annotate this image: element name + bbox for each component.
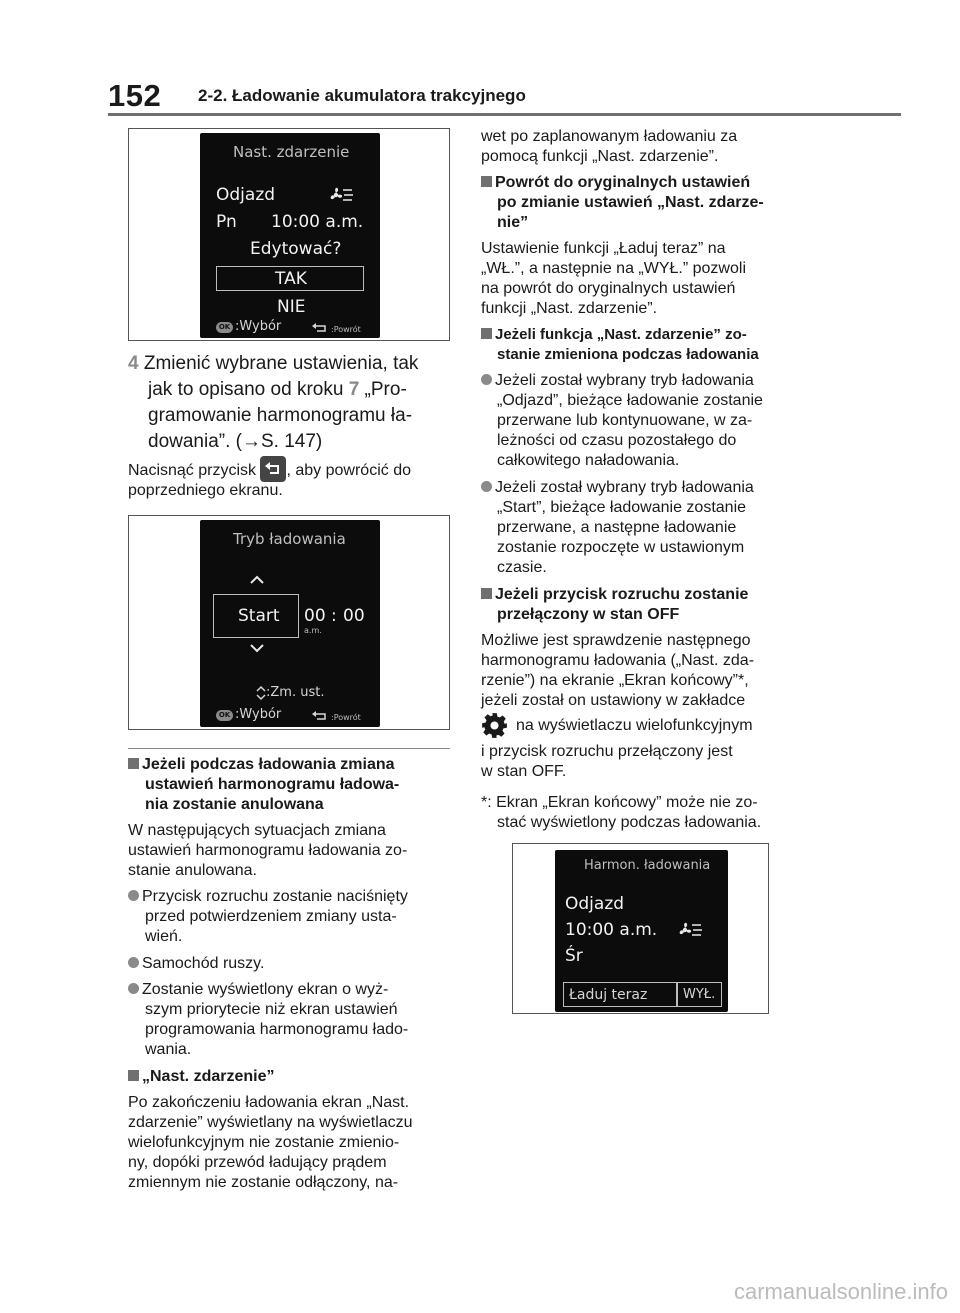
bullet-item: Samochód ruszy. — [128, 954, 264, 974]
mode-selector[interactable] — [213, 594, 299, 638]
paragraph-line: ny, dopóki przewód ładujący prądem — [128, 1154, 387, 1171]
chevron-down-icon — [250, 644, 264, 653]
charge-now-state[interactable] — [677, 982, 722, 1007]
bullet-item: Przycisk rozruchu zostanie naciśnięty — [128, 887, 408, 907]
bullet-line: wień. — [145, 928, 183, 945]
day-label: Śr — [565, 946, 583, 966]
step-4-line2: jak to opisano od kroku 7 „Pro- — [148, 379, 407, 400]
screen-figure-charge-schedule — [512, 843, 769, 1014]
paragraph-line: wielofunkcyjnym nie zostanie zmienio- — [128, 1134, 400, 1151]
paragraph-line: funkcji „Nast. zdarzenie”. — [481, 300, 658, 317]
select-hint: :Wybór — [235, 319, 282, 334]
heading-start-button-off: Jeżeli przycisk rozruchu zostanie — [481, 585, 748, 605]
bullet-line: czasie. — [497, 559, 547, 576]
time-label: 10:00 a.m. — [565, 920, 658, 940]
select-hint: :Wybór — [235, 707, 282, 722]
back-button-icon — [260, 456, 286, 482]
departure-label: Odjazd — [216, 185, 276, 205]
ok-icon: OK — [216, 710, 233, 721]
charge-now-label: Ładuj teraz — [569, 987, 648, 1003]
option-yes[interactable] — [216, 266, 364, 291]
back-icon — [311, 710, 329, 722]
paragraph-line: stanie anulowana. — [128, 862, 257, 879]
minutes-value: 00 — [343, 606, 365, 626]
paragraph-line: na wyświetlaczu wielofunkcyjnym — [516, 717, 753, 734]
day-label: Pn — [216, 212, 237, 232]
gear-icon — [481, 712, 508, 739]
section-title: 2-2. Ładowanie akumulatora trakcyjnego — [198, 86, 526, 105]
step-4-line1: 4 Zmienić wybrane ustawienia, tak — [128, 353, 419, 374]
departure-label: Odjazd — [565, 894, 625, 914]
paragraph-line: Ustawienie funkcji „Ładuj teraz” na — [481, 240, 726, 257]
back-hint: :Powrót — [331, 325, 361, 334]
paragraph-line: „WŁ.”, a następnie na „WYŁ.” pozwoli — [481, 260, 746, 277]
paragraph-line: W następujących sytuacjach zmiana — [128, 822, 386, 839]
heading-restore-settings: Powrót do oryginalnych ustawień — [481, 173, 750, 193]
bullet-line: leżności od czasu pozostałego do — [497, 432, 737, 449]
bullet-line: zostanie rozpoczęte w ustawionym — [497, 539, 745, 556]
round-bullet-icon — [128, 890, 139, 901]
bullet-line: szym priorytecie niż ekran ustawień — [145, 1001, 398, 1018]
bullet-line: „Odjazd”, bieżące ładowanie zostanie — [497, 392, 763, 409]
header-rule — [108, 113, 901, 116]
round-bullet-icon — [128, 983, 139, 994]
screen-figure-next-event — [128, 128, 450, 341]
paragraph-line: na powrót do oryginalnych ustawień — [481, 280, 736, 297]
paragraph-line: Po zakończeniu ładowania ekran „Nast. — [128, 1094, 410, 1111]
paragraph-line: jeżeli został on ustawiony w zakładce — [481, 692, 746, 709]
edit-question: Edytować? — [250, 239, 342, 259]
step-number: 4 — [128, 353, 139, 374]
time-colon: : — [331, 606, 337, 626]
paragraph-line: rzenie”) na ekranie „Ekran końcowy”*, — [481, 672, 749, 689]
bullet-line: „Start”, bieżące ładowanie zostanie — [497, 499, 747, 516]
chevron-up-icon — [250, 575, 264, 584]
paragraph-line: zmiennym nie zostanie odłączony, na- — [128, 1174, 399, 1191]
heading-changed-during-charge: Jeżeli funkcja „Nast. zdarzenie” zo- — [481, 325, 747, 345]
bullet-line: programowania harmonogramu łado- — [145, 1021, 409, 1038]
bullet-line: przerwane, a następne ładowanie — [497, 519, 737, 536]
round-bullet-icon — [481, 374, 492, 385]
back-icon — [311, 322, 329, 334]
mode-value: Start — [238, 606, 280, 626]
footnote-line: stać wyświetlony podczas ładowania. — [497, 814, 762, 831]
screen-title: Harmon. ładowania — [584, 858, 711, 873]
bullet-item: Jeżeli został wybrany tryb ładowania — [481, 478, 754, 498]
heading-next-event: „Nast. zdarzenie” — [128, 1067, 274, 1087]
page-number: 152 — [108, 78, 162, 113]
time-label: 10:00 a.m. — [271, 212, 364, 232]
up-down-icon — [256, 685, 266, 701]
heading-line: stanie zmieniona podczas ładowania — [497, 346, 759, 363]
round-bullet-icon — [481, 481, 492, 492]
paragraph-line: harmonogramu ładowania („Nast. zda- — [481, 652, 755, 669]
screen-title: Tryb ładowania — [233, 530, 346, 548]
step-4-line3: gramowanie harmonogramu ła- — [148, 405, 413, 426]
heading-line: po zmianie ustawień „Nast. zdarze- — [497, 194, 764, 211]
paragraph-line: zdarzenie” wyświetlany na wyświetlaczu — [128, 1114, 413, 1131]
screen-title: Nast. zdarzenie — [233, 143, 350, 161]
paragraph-line: Możliwe jest sprawdzenie następnego — [481, 632, 751, 649]
round-bullet-icon — [128, 957, 139, 968]
square-bullet-icon — [481, 588, 492, 599]
hours-value: 00 — [304, 606, 326, 626]
paragraph-line: ustawień harmonogramu ładowania zo- — [128, 842, 408, 859]
display-charge-schedule — [555, 850, 728, 1012]
step-ref: 7 — [348, 379, 360, 400]
back-hint: :Powrót — [331, 713, 361, 722]
step-4-note-cont: poprzedniego ekranu. — [128, 482, 283, 499]
section-divider — [128, 748, 450, 749]
bullet-line: wania. — [145, 1041, 192, 1058]
bullet-item: Jeżeli został wybrany tryb ładowania — [481, 371, 754, 391]
ampm-value: a.m. — [304, 626, 322, 635]
charge-now-button[interactable] — [563, 982, 677, 1007]
heading-line: przełączony w stan OFF — [497, 606, 680, 623]
paragraph-line: wet po zaplanowanym ładowaniu za — [481, 128, 738, 145]
square-bullet-icon — [128, 758, 139, 769]
step-4-line4: dowania”. (→S. 147) — [148, 431, 323, 452]
square-bullet-icon — [128, 1070, 139, 1081]
bullet-item: Zostanie wyświetlony ekran o wyż- — [128, 980, 388, 1000]
change-settings-hint: :Zm. ust. — [266, 685, 325, 700]
heading-cancel-change-l2: ustawień harmonogramu ładowa- — [145, 776, 400, 793]
charge-now-state-label: WYŁ. — [683, 987, 716, 1002]
option-yes-label: TAK — [275, 269, 307, 289]
footnote-line: *: Ekran „Ekran końcowy” może nie zo- — [481, 794, 758, 811]
bullet-line: całkowitego naładowania. — [497, 452, 680, 469]
heading-cancel-change: Jeżeli podczas ładowania zmiana — [128, 755, 395, 775]
square-bullet-icon — [481, 176, 492, 187]
fan-icon — [328, 185, 354, 205]
display-charge-mode — [200, 520, 380, 727]
paragraph-line: w stan OFF. — [481, 763, 567, 780]
bullet-line: przed potwierdzeniem zmiany usta- — [145, 908, 397, 925]
square-bullet-icon — [481, 328, 492, 339]
paragraph-line: i przycisk rozruchu przełączony jest — [481, 743, 733, 760]
heading-line: nie” — [497, 214, 529, 231]
heading-cancel-change-l3: nia zostanie anulowana — [145, 796, 324, 813]
display-next-event — [200, 133, 380, 338]
screen-figure-charge-mode — [128, 515, 450, 730]
option-no[interactable]: NIE — [277, 297, 306, 317]
watermark: carmanualsonline.info — [733, 1279, 948, 1304]
fan-icon — [677, 920, 703, 940]
ok-icon: OK — [216, 322, 233, 333]
paragraph-line: pomocą funkcji „Nast. zdarzenie”. — [481, 148, 719, 165]
step-4-note: Nacisnąć przycisk , aby powrócić do — [128, 456, 411, 482]
bullet-line: przerwane lub kontynuowane, w za- — [497, 412, 753, 429]
